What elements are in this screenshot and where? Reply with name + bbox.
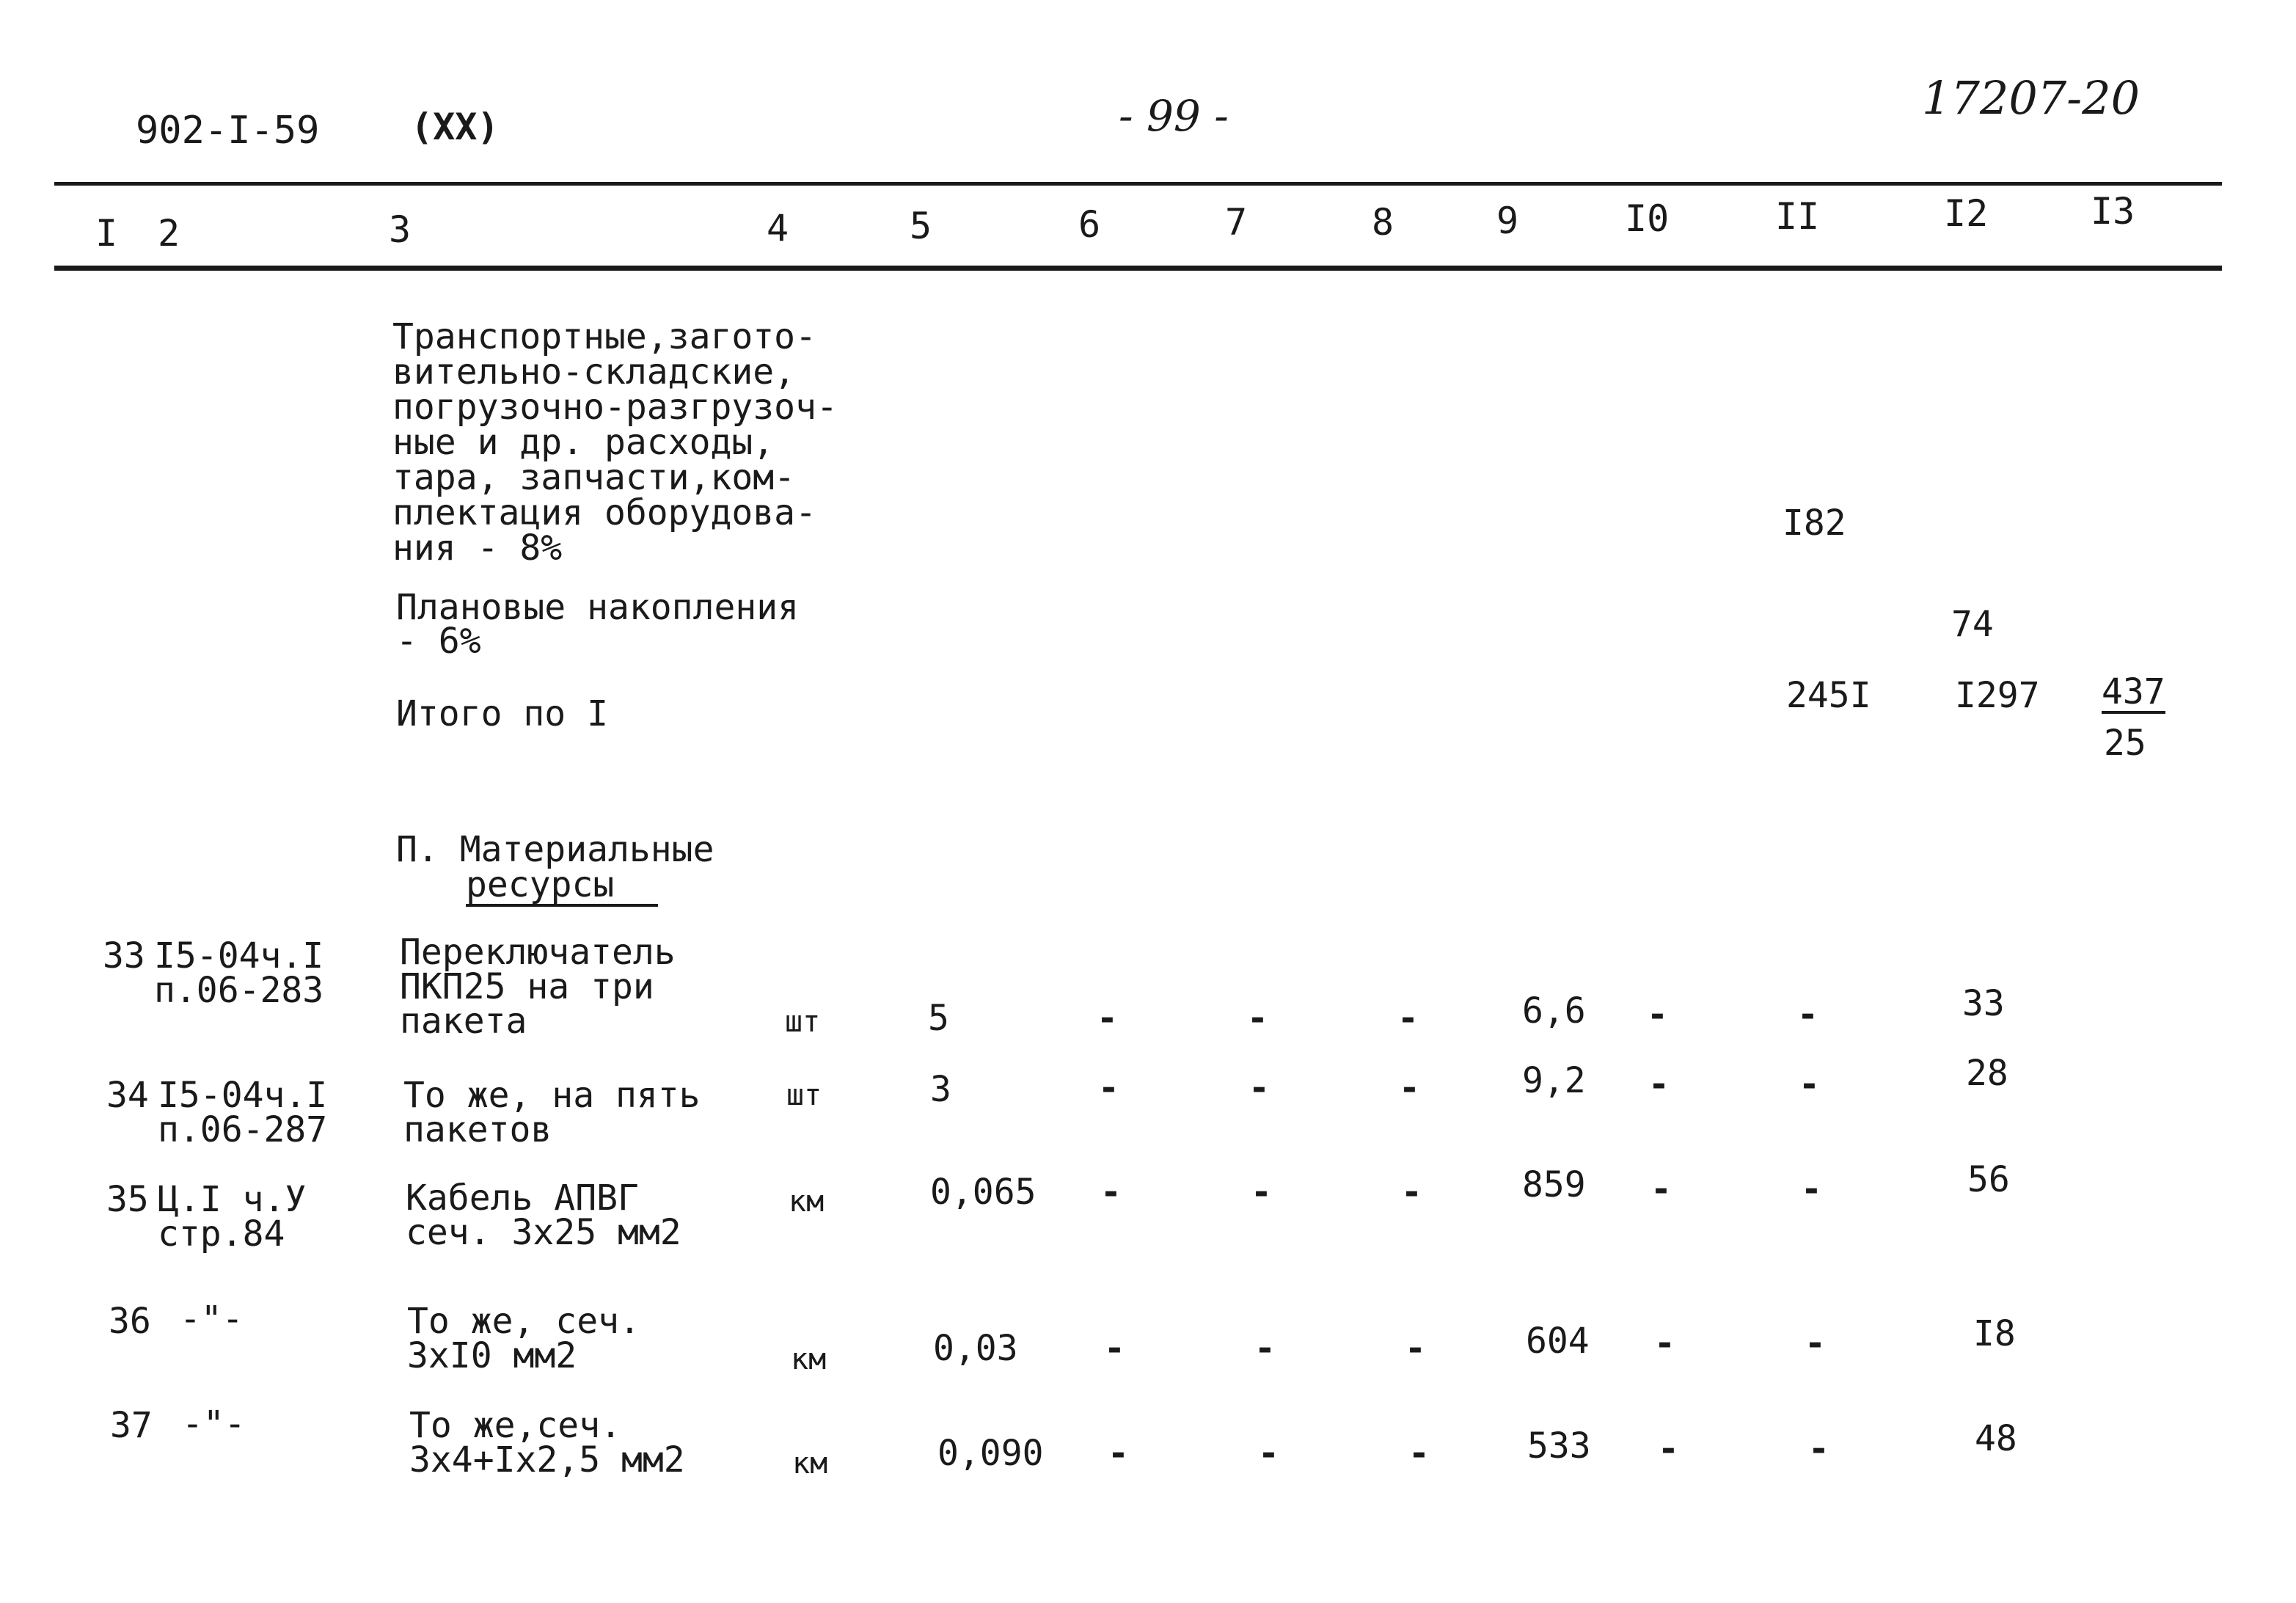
total-label: Итого по I xyxy=(396,693,608,734)
column-header-7: 7 xyxy=(1225,201,1248,244)
row-col10: - xyxy=(1658,1428,1679,1469)
total-col12-value: I297 xyxy=(1955,675,2040,716)
column-header-5: 5 xyxy=(910,205,932,247)
planned-savings-description: Плановые накопления - 6% xyxy=(396,587,800,662)
row-name: Переключатель ПКП25 на три пакета xyxy=(400,932,676,1042)
row-col6: - xyxy=(1100,1172,1122,1213)
row-col7: - xyxy=(1254,1328,1276,1369)
overhead-col11-value: I82 xyxy=(1783,503,1846,544)
row-col6: - xyxy=(1098,1067,1119,1109)
column-header-13: I3 xyxy=(2091,190,2135,233)
row-name: То же, сеч. 3хI0 мм2 xyxy=(407,1301,640,1376)
row-col8: - xyxy=(1399,1067,1420,1109)
total-col11-value: 245I xyxy=(1786,675,1871,716)
row-price: 9,2 xyxy=(1522,1060,1586,1101)
row-name: То же,сеч. 3х4+Iх2,5 мм2 xyxy=(409,1405,685,1480)
row-col7: - xyxy=(1247,998,1268,1039)
row-col12: I8 xyxy=(1973,1313,2016,1354)
row-number: 36 xyxy=(109,1301,151,1342)
row-col10: - xyxy=(1650,1169,1672,1210)
row-col10: - xyxy=(1654,1323,1675,1364)
row-reference: I5-04ч.I п.06-283 xyxy=(154,935,324,1011)
row-quantity: 5 xyxy=(928,998,949,1039)
column-header-6: 6 xyxy=(1078,203,1101,246)
row-col12: 56 xyxy=(1967,1159,2010,1200)
row-quantity: 3 xyxy=(930,1069,951,1110)
row-col6: - xyxy=(1097,998,1118,1039)
row-col11: - xyxy=(1805,1323,1826,1364)
header-bottom-rule xyxy=(54,266,2222,271)
row-col8: - xyxy=(1405,1328,1426,1369)
row-col8: - xyxy=(1401,1172,1422,1213)
row-number: 37 xyxy=(110,1405,153,1446)
row-number: 33 xyxy=(103,935,145,976)
row-number: 34 xyxy=(106,1075,149,1116)
row-unit: шт xyxy=(785,1005,821,1039)
row-col10: - xyxy=(1647,994,1668,1035)
row-col8: - xyxy=(1397,998,1419,1039)
row-unit: км xyxy=(791,1343,827,1376)
row-col11: - xyxy=(1797,994,1818,1035)
column-header-3: 3 xyxy=(389,208,412,251)
section2-subtitle: ресурсы xyxy=(466,868,658,907)
row-name: Кабель АПВГ сеч. 3х25 мм2 xyxy=(406,1177,681,1253)
row-col7: - xyxy=(1258,1433,1279,1474)
row-col11: - xyxy=(1801,1169,1822,1210)
document-number: 17207-20 xyxy=(1922,71,2140,125)
section2-title: П. Материальные xyxy=(396,829,714,870)
row-col11: - xyxy=(1808,1428,1829,1469)
project-code: 902-I-59 xyxy=(136,109,320,153)
row-col12: 28 xyxy=(1966,1053,2008,1094)
row-col12: 48 xyxy=(1975,1418,2017,1459)
row-reference: Ц.I ч.У стр.84 xyxy=(158,1179,307,1255)
page-number: - 99 - xyxy=(1119,91,1229,141)
column-header-2: 2 xyxy=(158,212,180,255)
header-top-rule xyxy=(54,182,2222,186)
row-col6: - xyxy=(1108,1433,1129,1474)
row-reference: -"- xyxy=(182,1403,246,1445)
row-col10: - xyxy=(1648,1064,1670,1105)
row-quantity: 0,090 xyxy=(937,1433,1044,1474)
row-price: 604 xyxy=(1526,1321,1590,1362)
row-name: То же, на пять пакетов xyxy=(403,1075,701,1150)
row-col11: - xyxy=(1799,1064,1820,1105)
column-header-12: I2 xyxy=(1944,192,1989,235)
column-header-11: II xyxy=(1775,195,1820,238)
column-header-1: I xyxy=(95,212,118,255)
row-price: 6,6 xyxy=(1522,990,1586,1031)
row-quantity: 0,065 xyxy=(930,1172,1037,1213)
row-col8: - xyxy=(1408,1433,1430,1474)
row-price: 533 xyxy=(1527,1425,1591,1467)
total-col13-bottom: 25 xyxy=(2104,723,2146,764)
column-header-8: 8 xyxy=(1372,201,1394,244)
section-code: (XX) xyxy=(411,106,500,148)
row-reference: I5-04ч.I п.06-287 xyxy=(158,1075,328,1150)
column-header-10: I0 xyxy=(1625,197,1670,240)
row-col12: 33 xyxy=(1962,983,2005,1024)
row-quantity: 0,03 xyxy=(933,1328,1018,1369)
total-col13-top: 437 xyxy=(2102,671,2165,712)
row-col7: - xyxy=(1251,1172,1272,1213)
planned-savings-col12-value: 74 xyxy=(1951,604,1994,645)
row-number: 35 xyxy=(106,1179,149,1220)
row-reference: -"- xyxy=(180,1299,244,1340)
overhead-description: Транспортные,загото- вительно-складские, погрузочно-разгрузоч- ные и др. расходы, тара, запчасти,ком- плектация оборудова- ния - 8% xyxy=(392,316,838,569)
column-header-4: 4 xyxy=(767,207,789,249)
row-unit: шт xyxy=(786,1078,822,1112)
row-unit: км xyxy=(792,1447,828,1480)
row-col7: - xyxy=(1248,1067,1270,1109)
column-header-9: 9 xyxy=(1496,200,1519,242)
row-price: 859 xyxy=(1522,1164,1586,1205)
row-unit: км xyxy=(789,1185,825,1219)
row-col6: - xyxy=(1104,1328,1125,1369)
